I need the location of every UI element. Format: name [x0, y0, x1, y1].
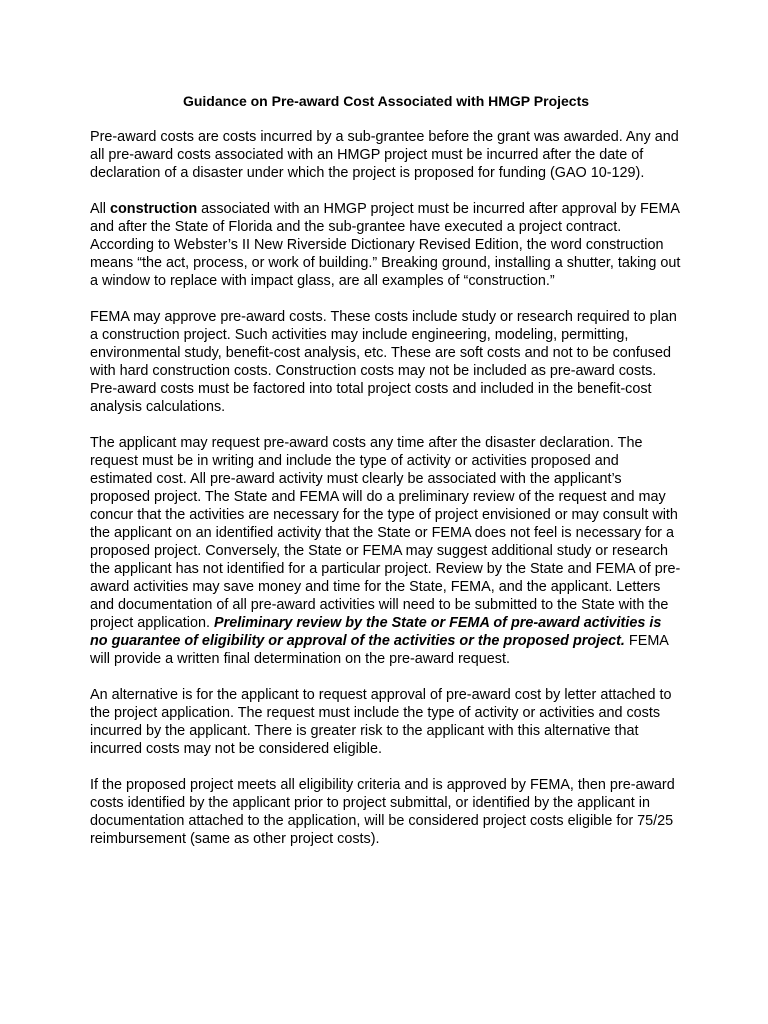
paragraph-alternative: An alternative is for the applicant to request approval of pre-award cost by letter attached to the project application. The request must include the type of activity or activities and costs incurred by the applicant. There is greater risk to the applicant with this alternative that incurred costs may not be considered eligible.	[90, 687, 672, 757]
construction-term: construction	[110, 201, 198, 217]
preliminary-review-warning: Preliminary review by the State or FEMA of pre-award activities is no guarantee of eligibility or approval of the activities or the proposed project.	[90, 615, 662, 649]
paragraph-eligibility: If the proposed project meets all eligibility criteria and is approved by FEMA, then pre-award costs identified by the applicant prior to project submittal, or identified by the applicant in documentation attached to the application, will be considered project costs eligible for 75/25 reimbursement (same as other project costs).	[90, 777, 675, 847]
paragraph-definition: Pre-award costs are costs incurred by a sub-grantee before the grant was awarded. Any and all pre-award costs associated with an HMGP project must be incurred after the date of declaration of a disaster under which the project is proposed for funding (GAO 10-129).	[90, 129, 679, 181]
paragraph-construction	[90, 200, 682, 290]
paragraph-construction-body: associated with an HMGP project must be incurred after approval by FEMA and after the State of Florida and the sub-grantee have executed a project contract. According to Webster’s II New Riverside Dictionary Revised Edition, the word construction means “the act, process, or work of building.” Breaking ground, installing a shutter, taking out a window to replace with impact glass, are all examples of “construction.”	[90, 201, 681, 289]
paragraph-request-body: The applicant may request pre-award costs any time after the disaster declaration. The request must be in writing and include the type of activity or activities proposed and estimated cost. All pre-award activity must clearly be associated with the applicant’s proposed project. The State and FEMA will do a preliminary review of the request and may concur that the activities are necessary for the type of project envisioned or may consult with the applicant on an identified activity that the State or FEMA does not feel is necessary for a proposed project. Conversely, the State or FEMA may suggest additional study or research the applicant has not identified for a particular project. Review by the State and FEMA of pre-award activities may save money and time for the State, FEMA, and the applicant. Letters and documentation of all pre-award activities will need to be submitted to the State with the project application.	[90, 435, 681, 631]
paragraph-fema-approval: FEMA may approve pre-award costs. These costs include study or research required to plan a construction project. Such activities may include engineering, modeling, permitting, environmental study, benefit-cost analysis, etc. These are soft costs and not to be confused with hard construction costs. Construction costs may not be included as pre-award costs. Pre-award costs must be factored into total project costs and included in the benefit-cost analysis calculations.	[90, 309, 677, 415]
paragraph-construction-lead: All	[90, 201, 110, 217]
page-title: Guidance on Pre-award Cost Associated with HMGP Projects	[182, 93, 590, 109]
paragraph-request-closing: FEMA will provide a written final determination on the pre-award request.	[90, 633, 669, 667]
paragraph-request-process	[90, 434, 682, 668]
